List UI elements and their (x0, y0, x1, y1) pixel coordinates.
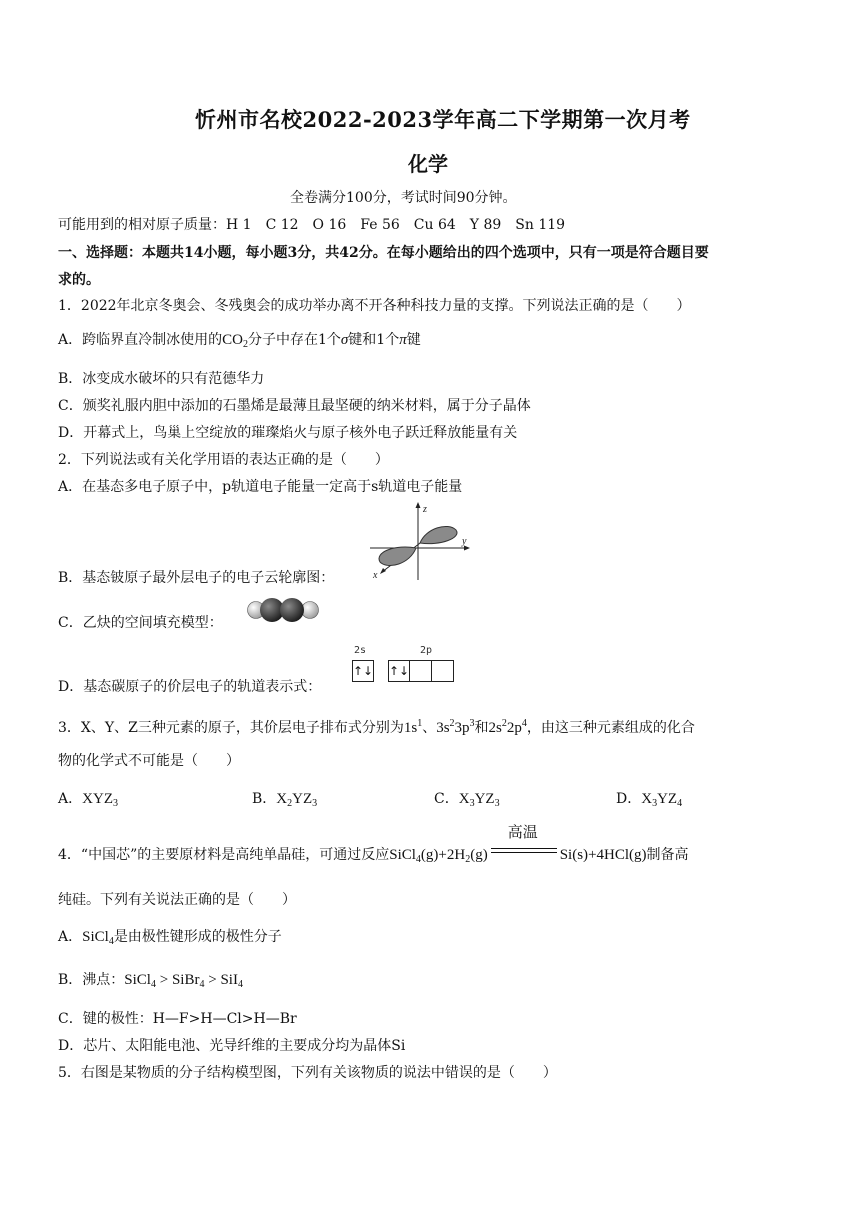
section-heading-line2: 求的。 (58, 272, 100, 288)
p-orbital-figure (366, 500, 478, 582)
q3-b-y: Y (292, 791, 303, 807)
reactant-h2-sub: 2 (465, 854, 471, 865)
label-2p: 2p (420, 645, 433, 656)
q3-b-letter: B． (252, 791, 277, 807)
config-y-s: 3s (436, 720, 450, 736)
q3-c-x-sub: 3 (469, 798, 475, 809)
q4-b-gt2: > (204, 972, 221, 988)
q3-and: 和 (474, 720, 489, 736)
q3-a-x: X (82, 791, 93, 807)
q4-b-sibr4: SiBr (171, 972, 200, 988)
label-2s: 2s (354, 645, 367, 656)
q2-option-b: B．基态铍原子最外层电子的电子云轮廓图： (58, 570, 335, 586)
q2-option-a: A．在基态多电子原子中，p轨道电子能量一定高于s轨道电子能量 (58, 479, 463, 495)
axis-z-label: z (423, 504, 427, 515)
config-x-base: 1s (403, 720, 418, 736)
q4-a-letter: A． (58, 929, 83, 945)
q1-option-a (58, 330, 421, 355)
q3-option-c (434, 789, 500, 814)
orbital-lobe-upper (420, 526, 457, 543)
q3-a-z: Z (103, 791, 113, 807)
q1-option-d: D．开幕式上，鸟巢上空绽放的璀璨焰火与原子核外电子跃迁释放能量有关 (58, 425, 518, 441)
orbital-box-2s: ↑↓ (352, 660, 374, 682)
q4-option-b (58, 970, 243, 995)
co2-subscript: 2 (242, 339, 248, 350)
q4-b-sicl4: SiCl (124, 972, 151, 988)
q4-option-c: C．键的极性：H—F>H—Cl>H—Br (58, 1011, 297, 1027)
page-title: 忻州市名校2022-2023学年高二下学期第一次月考 (195, 107, 691, 132)
equals-line-top (491, 848, 557, 849)
reaction-equation (389, 825, 647, 865)
q2-option-c: C．乙炔的空间填充模型： (58, 615, 223, 631)
reactant-h2-state: (g) (470, 847, 488, 863)
q4-stem-line2: 纯硅。下列有关说法正确的是（ ） (58, 892, 296, 908)
config-y-s-sup: 2 (449, 718, 455, 729)
reactant-h2: +2H (438, 847, 466, 863)
q3-stem (58, 714, 695, 738)
config-y (436, 720, 474, 736)
q3-b-z-sub: 3 (312, 798, 318, 809)
co2-formula (222, 332, 248, 348)
orbital-2s (352, 660, 374, 682)
q3-a-z-sub: 3 (112, 798, 118, 809)
q1-a-text: A．跨临界直冷制冰使用的 (58, 332, 223, 348)
atomic-mass-line (58, 215, 565, 235)
q3-b-x-sub: 2 (287, 798, 293, 809)
q3-b-z: Z (302, 791, 313, 807)
q3-d-y: Y (657, 791, 668, 807)
q4-option-a (58, 927, 282, 952)
q4-b-gt1: > (155, 972, 172, 988)
q4-a-sub: 4 (108, 936, 114, 947)
product-hcl: +4HCl(g) (588, 847, 647, 863)
q4-stem-text2: 制备高 (646, 847, 689, 863)
q3-a-y: Y (92, 791, 104, 807)
config-z-p-sup: 4 (521, 718, 527, 729)
q3-d-letter: D． (616, 791, 642, 807)
q1-option-c: C．颁奖礼服内胆中添加的石墨烯是最薄且最坚硬的纳米材料，属于分子晶体 (58, 398, 531, 414)
q3-c-z-sub: 3 (494, 798, 500, 809)
reactant-sicl4-state: (g) (420, 847, 439, 863)
q3-a-letter: A． (58, 791, 83, 807)
q1-a-text3: 键和1个 (348, 332, 400, 348)
q3-stem-line2: 物的化学式不可能是（ ） (58, 753, 240, 769)
orbital-lobe-lower (379, 547, 416, 566)
orbital-2p (388, 660, 454, 682)
q4-b-sii4: SiI (220, 972, 238, 988)
axis-y-label: y (462, 536, 467, 547)
pi-symbol: π (399, 332, 407, 348)
q3-c-y: Y (474, 791, 486, 807)
axis-x-label: x (373, 570, 378, 581)
co2-symbol: CO (222, 332, 243, 348)
exam-info: 全卷满分100分，考试时间90分钟。 (290, 190, 517, 206)
q2-stem: 2．下列说法或有关化学用语的表达正确的是（ ） (58, 452, 389, 468)
config-z (489, 720, 527, 736)
q3-d-x: X (641, 791, 653, 807)
z-axis-arrow (416, 502, 421, 508)
config-x (404, 720, 422, 736)
config-z-p: 2p (506, 720, 522, 736)
x-axis-arrow (380, 568, 386, 574)
q3-d-z-sub: 4 (677, 798, 683, 809)
q3-c-z: Z (485, 791, 495, 807)
q1-a-text4: 键 (406, 332, 421, 348)
q2-option-d: D．基态碳原子的价层电子的轨道表示式： (58, 679, 322, 695)
q4-a-text: 是由极性键形成的极性分子 (113, 929, 282, 945)
q3-option-b (252, 789, 317, 814)
reactant-sicl4-sub: 4 (415, 854, 421, 865)
config-x-sup: 1 (417, 718, 423, 729)
q3-d-x-sub: 3 (652, 798, 658, 809)
q3-d-z: Z (667, 791, 678, 807)
q3-stem-text2: ，由这三种元素组成的化合 (526, 720, 695, 736)
q4-a-formula: SiCl (82, 929, 109, 945)
hydrogen-atom-right (302, 602, 319, 619)
q4-stem (58, 825, 689, 870)
q4-stem-text: 4．“中国芯”的主要原材料是高纯单晶硅，可通过反应 (58, 847, 390, 863)
config-z-s-sup: 2 (501, 718, 507, 729)
orbital-box-2p-2 (410, 660, 432, 682)
atomic-mass-values: H 1 C 12 O 16 Fe 56 Cu 64 Y 89 Sn 119 (226, 217, 566, 233)
q4-b-text: B．沸点： (58, 972, 125, 988)
q4-b-sub3: 4 (237, 979, 243, 990)
reaction-condition-arrow (491, 825, 557, 859)
q3-c-letter: C． (434, 791, 459, 807)
q3-b-x: X (276, 791, 288, 807)
carbon-atom-right (280, 598, 304, 622)
q1-option-b: B．冰变成水破坏的只有范德华力 (58, 371, 265, 387)
orbital-box-2p-3 (432, 660, 454, 682)
q3-sep: 、 (422, 720, 437, 736)
config-y-p: 3p (454, 720, 470, 736)
q5-stem: 5．右图是某物质的分子结构模型图，下列有关该物质的说法中错误的是（ ） (58, 1065, 557, 1081)
q4-b-sub2: 4 (199, 979, 205, 990)
subject-title: 化学 (408, 152, 448, 176)
equals-line-bottom (491, 852, 557, 853)
config-z-s: 2s (488, 720, 502, 736)
q3-c-x: X (458, 791, 470, 807)
q1-stem: 1．2022年北京冬奥会、冬残奥会的成功举办离不开各种科技力量的支撑。下列说法正确的是（ ） (58, 298, 691, 314)
reaction-condition: 高温 (507, 825, 538, 841)
reactant-sicl4: SiCl (389, 847, 416, 863)
orbital-box-2p-1: ↑↓ (388, 660, 410, 682)
section-heading-line1: 一、选择题：本题共14小题，每小题3分，共42分。在每小题给出的四个选项中，只有一项是符合题目要 (58, 245, 709, 261)
atomic-mass-label: 可能用到的相对原子质量： (58, 217, 226, 233)
sigma-symbol: σ (340, 332, 349, 348)
q3-option-a (58, 789, 118, 814)
q3-stem-text: 3．X、Y、Z三种元素的原子，其价层电子排布式分别为 (58, 720, 404, 736)
q4-b-sub1: 4 (150, 979, 156, 990)
q4-option-d: D．芯片、太阳能电池、光导纤维的主要成分均为晶体Si (58, 1038, 406, 1054)
product-si: Si(s) (559, 847, 589, 863)
acetylene-model (246, 596, 320, 624)
q1-a-text2: 分子中存在1个 (247, 332, 341, 348)
q3-option-d (616, 789, 682, 814)
config-y-p-sup: 3 (469, 718, 475, 729)
